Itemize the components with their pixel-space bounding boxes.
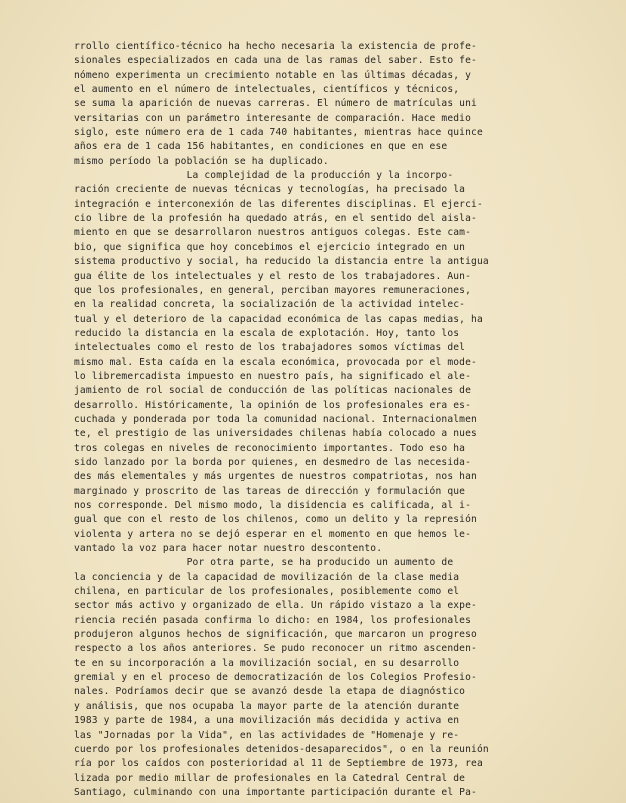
text-line: gua élite de los intelectuales y el resto de los trabajadores. Aun- — [74, 270, 472, 282]
text-line: el aumento en el número de intelectuales, científicos y técnicos, — [74, 84, 460, 96]
text-line: y análisis, que nos ocupaba la mayor parte de la atención durante — [74, 700, 460, 712]
text-line: ración creciente de nuevas técnicas y tecnologías, ha precisado la — [74, 184, 466, 196]
text-line: te, el prestigio de las universidades chilenas había colocado a nues — [74, 428, 477, 440]
text-line: bio, que significa que hoy concebimos el ejercicio integrado en un — [74, 241, 466, 253]
text-line: nómeno experimenta un crecimiento notable en las últimas décadas, y — [74, 69, 472, 81]
text-line: chilena, en particular de los profesionales, posiblemente como el — [74, 586, 460, 598]
text-line: desarrollo. Históricamente, la opinión de los profesionales era es- — [74, 399, 472, 411]
text-line: intelectuales como el resto de los trabajadores somos víctimas del — [74, 342, 466, 354]
text-line: produjeron algunos hechos de significación, que marcaron un progreso — [74, 629, 477, 641]
text-line: las "Jornadas por la Vida", en las actividades de "Homenaje y re- — [74, 729, 460, 741]
text-line: riencia recién pasada confirma lo dicho: en 1984, los profesionales — [74, 614, 472, 626]
typewritten-text-block — [74, 40, 574, 800]
text-line: integración e interconexión de las diferentes disciplinas. El ejerci- — [74, 198, 483, 210]
text-line: siglo, este número era de 1 cada 740 habitantes, mientras hace quince — [74, 127, 483, 139]
text-line: jamiento de rol social de conducción de las políticas nacionales de — [74, 385, 472, 397]
text-line: lo libremercadista impuesto en nuestro país, ha significado el ale- — [74, 370, 472, 382]
text-line: tros colegas en niveles de reconocimiento importantes. Todo eso ha — [74, 442, 466, 454]
text-line: en la realidad concreta, la socialización de la actividad intelec- — [74, 299, 466, 311]
text-line: ría por los caídos con posterioridad al 11 de Septiembre de 1973, rea — [74, 758, 483, 770]
text-line: la conciencia y de la capacidad de movilización de la clase media — [74, 571, 460, 583]
text-line: mismo mal. Esta caída en la escala económica, provocada por el mode- — [74, 356, 477, 368]
text-line: versitarias con un parámetro interesante de comparación. Hace medio — [74, 112, 472, 124]
text-line: sistema productivo y social, ha reducido la distancia entre la antigua — [74, 256, 489, 268]
text-line: lizada por medio millar de profesionales en la Catedral Central de — [74, 772, 466, 784]
text-line: nales. Podríamos decir que se avanzó desde la etapa de diagnóstico — [74, 686, 466, 698]
text-line: gremial y en el proceso de democratización de los Colegios Profesio- — [74, 672, 477, 684]
text-line: gual que con el resto de los chilenos, como un delito y la represión — [74, 514, 477, 526]
text-line: Santiago, culminando con una importante participación durante el Pa- — [74, 786, 477, 798]
text-line: mismo período la población se ha duplicado. — [74, 155, 329, 167]
paragraph-start-line: Por otra parte, se ha producido un aumento de — [74, 557, 454, 569]
paragraph-start-line: La complejidad de la producción y la incorpo- — [74, 170, 454, 182]
text-line: sionales especializados en cada una de las ramas del saber. Esto fe- — [74, 55, 477, 67]
text-line: respecto a los años anteriores. Se pudo reconocer un ritmo ascenden- — [74, 643, 477, 655]
text-line: que los profesionales, en general, perciban mayores remuneraciones, — [74, 284, 472, 296]
text-line: rrollo científico-técnico ha hecho necesaria la existencia de profe- — [74, 41, 477, 52]
text-line: años era de 1 cada 156 habitantes, en condiciones en que en ese — [74, 141, 448, 153]
text-line: 1983 y parte de 1984, a una movilización más decidida y activa en — [74, 715, 460, 727]
text-line: te en su incorporación a la movilización social, en su desarrollo — [74, 657, 460, 669]
text-line: nos corresponde. Del mismo modo, la disidencia es calificada, al i- — [74, 500, 472, 511]
text-line: cio libre de la profesión ha quedado atrás, en el sentido del aisla- — [74, 213, 477, 225]
text-line: marginado y proscrito de las tareas de dirección y formulación que — [74, 485, 466, 497]
text-line: cuerdo por los profesionales detenidos-desaparecidos", o en la reunión — [74, 743, 489, 755]
text-line: des más elementales y más urgentes de nuestros compatriotas, nos han — [74, 471, 477, 483]
text-line: reducido la distancia en la escala de explotación. Hoy, tanto los — [74, 327, 460, 339]
text-line: sector más activo y organizado de ella. Un rápido vistazo a la expe- — [74, 600, 477, 612]
text-line: se suma la aparición de nuevas carreras. El número de matrículas uni — [74, 98, 477, 110]
text-line: violenta y artera no se dejó esperar en el momento en que hemos le- — [74, 528, 472, 540]
text-line: vantado la voz para hacer notar nuestro descontento. — [74, 543, 383, 555]
text-line: sido lanzado por la borda por quienes, en desmedro de las necesida- — [74, 456, 472, 468]
text-line: miento en que se desarrollaron nuestros antiguos colegas. Este cam- — [74, 227, 472, 239]
text-line: tual y el deterioro de la capacidad económica de las capas medias, ha — [74, 313, 483, 325]
text-line: cuchada y ponderada por toda la comunidad nacional. Internacionalmen — [74, 413, 477, 425]
